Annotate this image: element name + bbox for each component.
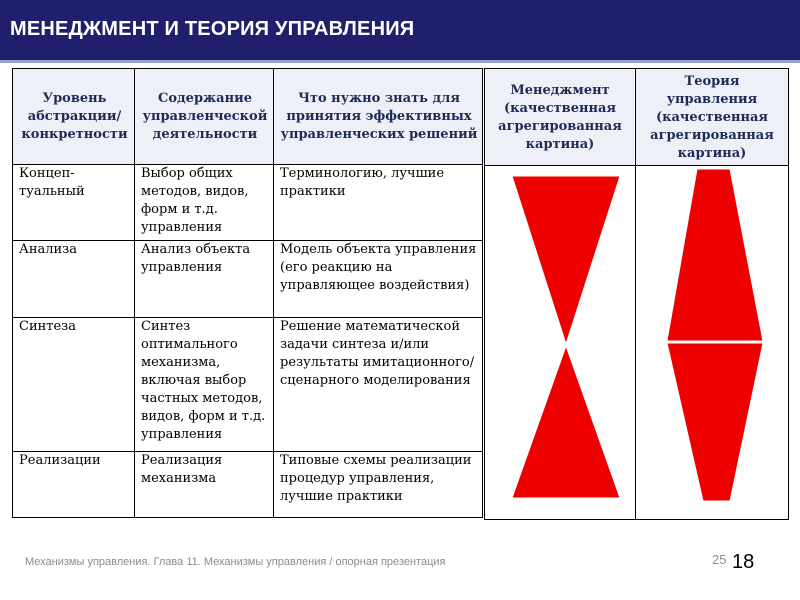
slide-number: 18 (732, 551, 755, 573)
slide-number-small: 25 (712, 552, 727, 567)
header-level: Уровень абстракции/ конкретности (13, 69, 135, 165)
page-title: МЕНЕДЖМЕНТ И ТЕОРИЯ УПРАВЛЕНИЯ (10, 18, 415, 40)
theory-diamond-bottom (667, 343, 763, 501)
cell-level: Реализации (13, 452, 135, 518)
cell-content: Реализация механизма (135, 452, 274, 518)
header-knowledge: Что нужно знать для принятия эффективных управленческих решений (274, 69, 483, 165)
management-hourglass-bottom (512, 346, 620, 498)
cell-knowledge: Типовые схемы реализации процедур управления, лучшие практики (274, 452, 483, 518)
cell-content: Синтез оптимального механизма, включая выбор частных методов, видов, форм и т.д. управления (135, 318, 274, 452)
header-content: Содержание управленческой деятельности (135, 69, 274, 165)
cell-knowledge: Модель объекта управления (его реакцию на управляющее воздействия) (274, 241, 483, 318)
management-hourglass-top (512, 176, 620, 344)
cell-level: Синтеза (13, 318, 135, 452)
footer-caption: Механизмы управления. Глава 11. Механизмы управления / опорная презентация (25, 556, 446, 568)
theory-diamond-top (667, 169, 763, 341)
header-theory: Теория управления (качественная агрегированная картина) (636, 70, 788, 166)
cell-knowledge: Решение математической задачи синтеза и/или результаты имитационного/сценарного моделирования (274, 318, 483, 452)
cell-level: Концеп-туальный (13, 165, 135, 241)
cell-knowledge: Терминологию, лучшие практики (274, 165, 483, 241)
header-management: Менеджмент (качественная агрегированная картина) (486, 70, 634, 166)
cell-content: Выбор общих методов, видов, форм и т.д. управления (135, 165, 274, 241)
cell-level: Анализа (13, 241, 135, 318)
cell-content: Анализ объекта управления (135, 241, 274, 318)
